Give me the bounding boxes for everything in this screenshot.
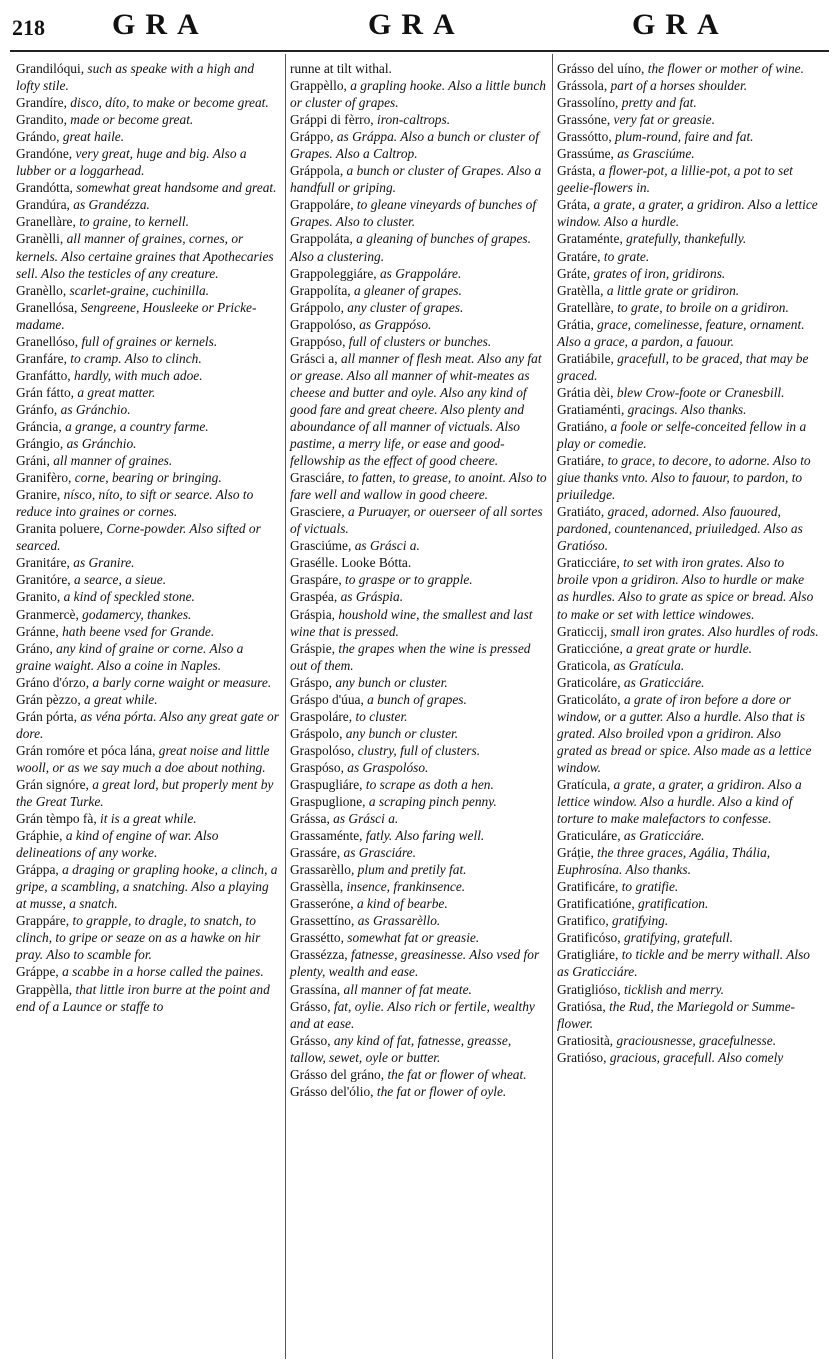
dictionary-entry: Grappáre, to grapple, to dragle, to snatch, to clinch, to gripe or seaze on as a hawke on hir pray. Also to scamble for.: [16, 913, 261, 963]
dictionary-entry: Gratiosità, graciousnesse, gracefulnesse.: [557, 1032, 777, 1048]
dictionary-entry: Granitóre, a searce, a sieue.: [16, 572, 167, 588]
dictionary-entry: Grandúra, as Grandézza.: [16, 197, 150, 213]
dictionary-entry: Grappèllo, a grapling hooke. Also a little bunch or cluster of grapes.: [290, 78, 546, 111]
column-right: [557, 60, 819, 1066]
dictionary-entry: Graspuglione, a scraping pinch penny.: [290, 794, 497, 810]
dictionary-entry: Grassaménte, fatly. Also faring well.: [290, 828, 485, 844]
dictionary-entry: Grán pèzzo, a great while.: [16, 691, 158, 707]
dictionary-entry: Grassúme, as Grasciúme.: [557, 146, 695, 162]
dictionary-entry: Gránfo, as Gránchio.: [16, 401, 131, 417]
dictionary-entry: Grángio, as Gránchio.: [16, 436, 137, 452]
page-header: [0, 0, 837, 48]
dictionary-entry: Grappóso, full of clusters or bunches.: [290, 333, 492, 349]
dictionary-entry: Gráppola, a bunch or cluster of Grapes. Also a handfull or griping.: [290, 163, 542, 196]
dictionary-entry: Gratigliáre, to tickle and be merry withall. Also as Graticciáre.: [557, 947, 811, 980]
dictionary-entry: Granitáre, as Granire.: [16, 555, 135, 571]
dictionary-entry: Gráppolo, any cluster of grapes.: [290, 299, 464, 315]
dictionary-entry: Granfáre, to cramp. Also to clinch.: [16, 350, 202, 366]
dictionary-entry: Granifèro, corne, bearing or bringing.: [16, 470, 222, 486]
dictionary-entry: Grassétto, somewhat fat or greasie.: [290, 930, 480, 946]
dictionary-entry: Grappolóso, as Grappóso.: [290, 316, 432, 332]
guide-word-left: GRA: [112, 8, 209, 41]
dictionary-entry: Grasciáre, to fatten, to grease, to anoint. Also to fare well and wallow in good cheere.: [290, 470, 547, 503]
dictionary-entry: Gratícula, a grate, a grater, a gridiron. Also a lettice window. Also a hurdle. Also a kind of torture to make malefactors to confesse.: [557, 776, 802, 827]
dictionary-entry: Gráție, the three graces, Agália, Thália, Euphrosína. Also thanks.: [557, 845, 771, 878]
dictionary-entry: Grátia, grace, comelinesse, feature, ornament. Also a grace, a pardon, a fauour.: [557, 316, 805, 349]
dictionary-entry: Granellóso, full of graines or kernels.: [16, 333, 218, 349]
dictionary-entry: Granito, a kind of speckled stone.: [16, 589, 195, 605]
dictionary-entry: Graticciáre, to set with iron grates. Also to broile vpon a gridiron. Also to hurdle or make as hurdles. Also to grate as spice or bread. Also to make or set with lettice windowes.: [557, 555, 814, 622]
dictionary-entry: Granellàre, to graine, to kernell.: [16, 214, 189, 230]
dictionary-entry: Gráspolo, any bunch or cluster.: [290, 725, 459, 741]
dictionary-entry: Gránne, hath beene vsed for Grande.: [16, 623, 215, 639]
dictionary-entry: Grássola, part of a horses shoulder.: [557, 78, 748, 94]
dictionary-entry: Grassolíno, pretty and fat.: [557, 95, 697, 111]
dictionary-entry: Grassína, all manner of fat meate.: [290, 981, 472, 997]
dictionary-entry: Graticuláre, as Graticciáre.: [557, 828, 705, 844]
dictionary-entry: Graspolóso, clustry, full of clusters.: [290, 742, 481, 758]
dictionary-entry: Grándo, great haile.: [16, 129, 125, 145]
column-divider: [285, 54, 286, 1359]
dictionary-entry: Gráppi di fèrro, iron-caltrops.: [290, 112, 451, 128]
dictionary-entry: Grasciere, a Puruayer, or ouerseer of all sortes of victuals.: [290, 504, 543, 537]
dictionary-entry: Granfátto, hardly, with much adoe.: [16, 367, 203, 383]
dictionary-entry: Granire, nísco, níto, to sift or searce. Also to reduce into graines or cornes.: [16, 487, 254, 520]
dictionary-entry: Gratifico, gratifying.: [557, 913, 669, 929]
dictionary-entry: Gratèlla, a little grate or gridiron.: [557, 282, 740, 298]
dictionary-entry: Grátia dèi, blew Crow-foote or Cranesbill.: [557, 384, 785, 400]
dictionary-entry: Grassótto, plum-round, faire and fat.: [557, 129, 754, 145]
dictionary-entry: Grassèlla, insence, frankinsence.: [290, 879, 466, 895]
dictionary-entry: Gráte, grates of iron, gridirons.: [557, 265, 726, 281]
dictionary-entry: Grán tèmpo fà, it is a great while.: [16, 811, 197, 827]
dictionary-entry: Grán pórta, as véna pórta. Also any great gate or dore.: [16, 708, 279, 741]
dictionary-entry: Gráspie, the grapes when the wine is pressed out of them.: [290, 640, 531, 673]
dictionary-entry: Grappoleggiáre, as Grappoláre.: [290, 265, 462, 281]
dictionary-entry: Gráppo, as Gráppa. Also a bunch or cluster of Grapes. Also a Caltrop.: [290, 129, 539, 162]
dictionary-entry: Grappolíta, a gleaner of grapes.: [290, 282, 462, 298]
dictionary-entry: Graticoláre, as Graticciáre.: [557, 674, 705, 690]
dictionary-entry: Graspáre, to graspe or to grapple.: [290, 572, 473, 588]
dictionary-entry: Gráno d'órzo, a barly corne waight or measure.: [16, 674, 272, 690]
dictionary-entry: Grandótta, somewhat great handsome and great.: [16, 180, 277, 196]
dictionary-entry: Gráno, any kind of graine or corne. Also a graine waight. Also a coine in Naples.: [16, 640, 244, 673]
dictionary-entry: Gratiáto, graced, adorned. Also fauoured, pardoned, countenanced, priuiledged. Also as Gratióso.: [557, 504, 803, 554]
dictionary-entry: Grasciúme, as Grásci a.: [290, 538, 420, 554]
dictionary-entry: Granmercè, godamercy, thankes.: [16, 606, 192, 622]
dictionary-entry: Granèllo, scarlet-graine, cuchinilla.: [16, 282, 210, 298]
dictionary-entry: Grasélle. Looke Bótta.: [290, 555, 412, 571]
dictionary-entry: Grán fátto, a great matter.: [16, 384, 156, 400]
dictionary-entry: Gráspo d'úua, a bunch of grapes.: [290, 691, 467, 707]
guide-word-right: GRA: [632, 8, 729, 41]
dictionary-entry: Gráppe, a scabbe in a horse called the paines.: [16, 964, 264, 980]
dictionary-entry: Gratiábile, gracefull, to be graced, that may be graced.: [557, 350, 809, 383]
dictionary-entry: Gratellàre, to grate, to broile on a gridiron.: [557, 299, 789, 315]
dictionary-entry: Grandito, made or become great.: [16, 112, 194, 128]
dictionary-entry: Gratáre, to grate.: [557, 248, 650, 264]
dictionary-entry: Grán romóre et póca lána, great noise and little wooll, or as we say much a doe about nothing.: [16, 742, 270, 775]
dictionary-entry: Grandilóqui, such as speake with a high and lofty stile.: [16, 61, 255, 94]
page-number: 218: [12, 15, 45, 40]
guide-word-center: GRA: [368, 8, 465, 41]
dictionary-entry: Gráta, a grate, a grater, a gridiron. Also a lettice window. Also a hurdle.: [557, 197, 818, 230]
dictionary-entry: Grán signóre, a great lord, but properly ment by the Great Turke.: [16, 776, 274, 810]
dictionary-entry: Gratiáre, to grace, to decore, to adorne. Also to giue thanks vnto. Also to fauour, to pardon, to priuiledge.: [557, 453, 811, 503]
dictionary-entry: Grásso, fat, oylie. Also rich or fertile, wealthy and at ease.: [290, 998, 535, 1031]
dictionary-entry: Grásso del'ólio, the fat or flower of oyle.: [290, 1083, 507, 1099]
dictionary-entry: Gratiósa, the Rud, the Mariegold or Summe-flower.: [557, 998, 796, 1031]
dictionary-entry: Graticola, as Gratícula.: [557, 657, 685, 673]
dictionary-entry: Grassettíno, as Grassarèllo.: [290, 913, 441, 929]
dictionary-entry: Grappoláta, a gleaning of bunches of grapes. Also a clustering.: [290, 231, 531, 264]
dictionary-entry: Gratificáre, to gratifie.: [557, 879, 679, 895]
dictionary-entry: Grassarèllo, plum and pretily fat.: [290, 862, 467, 878]
dictionary-entry: Grássa, as Grásci a.: [290, 811, 399, 827]
dictionary-entry: Gratificóso, gratifying, gratefull.: [557, 930, 733, 946]
dictionary-entry: Graticcióne, a great grate or hurdle.: [557, 640, 752, 656]
dictionary-entry: Gratiáno, a foole or selfe-conceited fellow in a play or comedie.: [557, 418, 807, 452]
dictionary-entry: Granèlli, all manner of graines, cornes, or kernels. Also certaine graines that Apothecaries sell. Also the testicles of any creature.: [16, 231, 274, 281]
dictionary-entry: Grásso del gráno, the fat or flower of wheat.: [290, 1066, 527, 1082]
dictionary-entry: Gráppa, a draging or grapling hooke, a clinch, a gripe, a scambling, a snatching. Also a playing at musse, a snatch.: [16, 862, 278, 912]
dictionary-entry: Graspóso, as Graspolóso.: [290, 759, 429, 775]
dictionary-entry: Granita poluere, Corne-powder. Also sifted or searced.: [16, 521, 261, 554]
dictionary-entry: Graspéa, as Gráspia.: [290, 589, 404, 605]
dictionary-entry: Grassézza, fatnesse, greasinesse. Also vsed for plenty, wealth and ease.: [290, 947, 540, 980]
dictionary-entry: Graticoláto, a grate of iron before a dore or window, or a gutter. Also a hurdle. Also that is grated. Also broiled vpon a gridiron. Also grated as bread or spice. Also made as a lettice window.: [557, 691, 812, 775]
dictionary-entry: Grassóne, very fat or greasie.: [557, 112, 715, 128]
column-divider: [552, 54, 553, 1359]
dictionary-entry: Gráni, all manner of graines.: [16, 453, 173, 469]
dictionary-entry: Grásta, a flower-pot, a lillie-pot, a pot to set geelie-flowers in.: [557, 163, 793, 196]
dictionary-entry: Grappoláre, to gleane vineyards of bunches of Grapes. Also to cluster.: [290, 197, 537, 230]
dictionary-entry: Gráspia, houshold wine, the smallest and last wine that is pressed.: [290, 606, 533, 639]
dictionary-entry: Grásso, any kind of fat, fatnesse, greasse, tallow, sewet, oyle or butter.: [290, 1032, 512, 1065]
header-rule: [10, 50, 829, 52]
dictionary-entry: Grataménte, gratefully, thankefully.: [557, 231, 747, 247]
dictionary-entry: Grandíre, disco, díto, to make or become great.: [16, 95, 269, 111]
dictionary-entry: Grasseróne, a kind of bearbe.: [290, 896, 448, 912]
dictionary-entry: Gráncia, a grange, a country farme.: [16, 418, 209, 434]
dictionary-entry: Gratiaménti, gracings. Also thanks.: [557, 401, 747, 417]
dictionary-entry: Grásci a, all manner of flesh meat. Also any fat or grease. Also all manner of whit-meates as cheese and butter and oyle. Also any kind of good fare and great cheere. Also plenty and aboundance of all manner of victuals. Also pastime, a merry life, or ease and good-fellowship as the effect of good cheere.: [290, 350, 542, 469]
dictionary-entry: Granellósa, Sengreene, Housleeke or Pricke-madame.: [16, 299, 257, 332]
dictionary-entry: Gráphie, a kind of engine of war. Also delineations of any worke.: [16, 828, 219, 861]
dictionary-entry: runne at tilt withal.: [290, 61, 392, 76]
dictionary-entry: Gratificatióne, gratification.: [557, 896, 709, 912]
column-left: [16, 60, 281, 1015]
dictionary-entry: Grandóne, very great, huge and big. Also a lubber or a loggarhead.: [16, 146, 247, 179]
dictionary-entry: Gratiglióso, ticklish and merry.: [557, 981, 725, 997]
column-middle: [290, 60, 548, 1100]
dictionary-entry: Graticcij, small iron grates. Also hurdles of rods.: [557, 623, 819, 639]
dictionary-entry: Grásso del uíno, the flower or mother of wine.: [557, 61, 804, 76]
dictionary-entry: Grappèlla, that little iron burre at the point and end of a Launce or staffe to: [16, 981, 270, 1014]
dictionary-entry: Gráspo, any bunch or cluster.: [290, 674, 448, 690]
dictionary-entry: Grassáre, as Grasciáre.: [290, 845, 416, 861]
dictionary-entry: Gratióso, gracious, gracefull. Also comely: [557, 1049, 784, 1065]
dictionary-entry: Graspugliáre, to scrape as doth a hen.: [290, 776, 494, 792]
dictionary-entry: Graspoláre, to cluster.: [290, 708, 408, 724]
